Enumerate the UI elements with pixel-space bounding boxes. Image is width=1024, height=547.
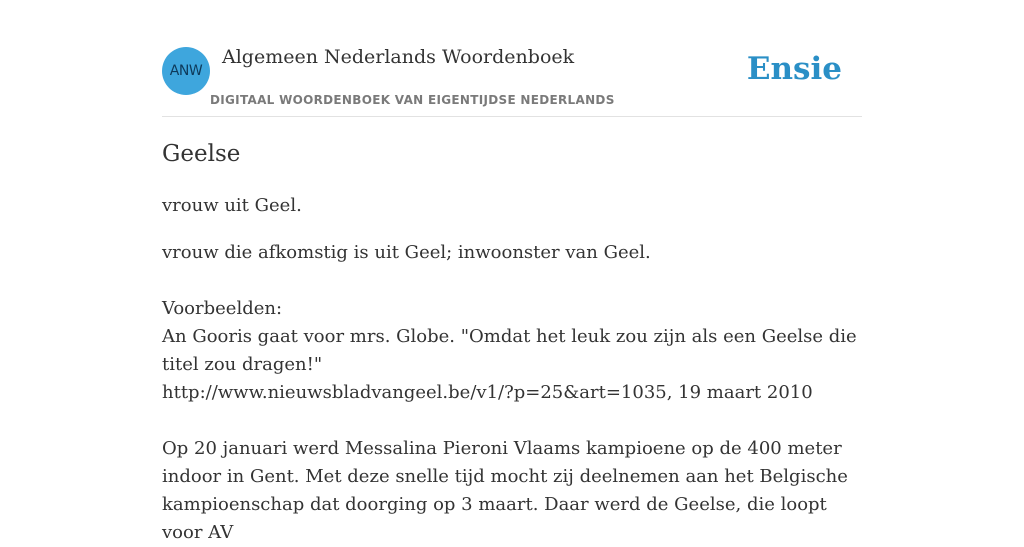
site-title[interactable]: Algemeen Nederlands Woordenboek bbox=[222, 46, 575, 68]
example-1-source: http://www.nieuwsbladvangeel.be/v1/?p=25&art=1035, 19 maart 2010 bbox=[162, 382, 813, 403]
entry-headword: Geelse bbox=[162, 141, 241, 167]
examples-label: Voorbeelden: bbox=[162, 298, 283, 319]
short-definition: vrouw uit Geel. bbox=[162, 195, 302, 216]
long-definition: vrouw die afkomstig is uit Geel; inwoonster van Geel. bbox=[162, 242, 651, 263]
anw-logo-icon[interactable]: ANW bbox=[162, 47, 210, 95]
example-2-text: Op 20 januari werd Messalina Pieroni Vlaams kampioene op de 400 meter indoor in Gent. Met deze snelle tijd mocht zij deelnemen aan het Belgische kampioenschap dat doorging op 3 maart. Daar werd de Geelse, die loopt voor AV bbox=[162, 438, 848, 543]
site-header bbox=[162, 40, 862, 117]
example-1-text: An Gooris gaat voor mrs. Globe. "Omdat het leuk zou zijn als een Geelse die titel zou dragen!" bbox=[162, 326, 857, 375]
entry-content bbox=[162, 138, 862, 547]
site-subtitle: DIGITAAL WOORDENBOEK VAN EIGENTIJDSE NEDERLANDS bbox=[210, 93, 615, 107]
ensie-logo[interactable]: Ensie bbox=[746, 51, 842, 87]
